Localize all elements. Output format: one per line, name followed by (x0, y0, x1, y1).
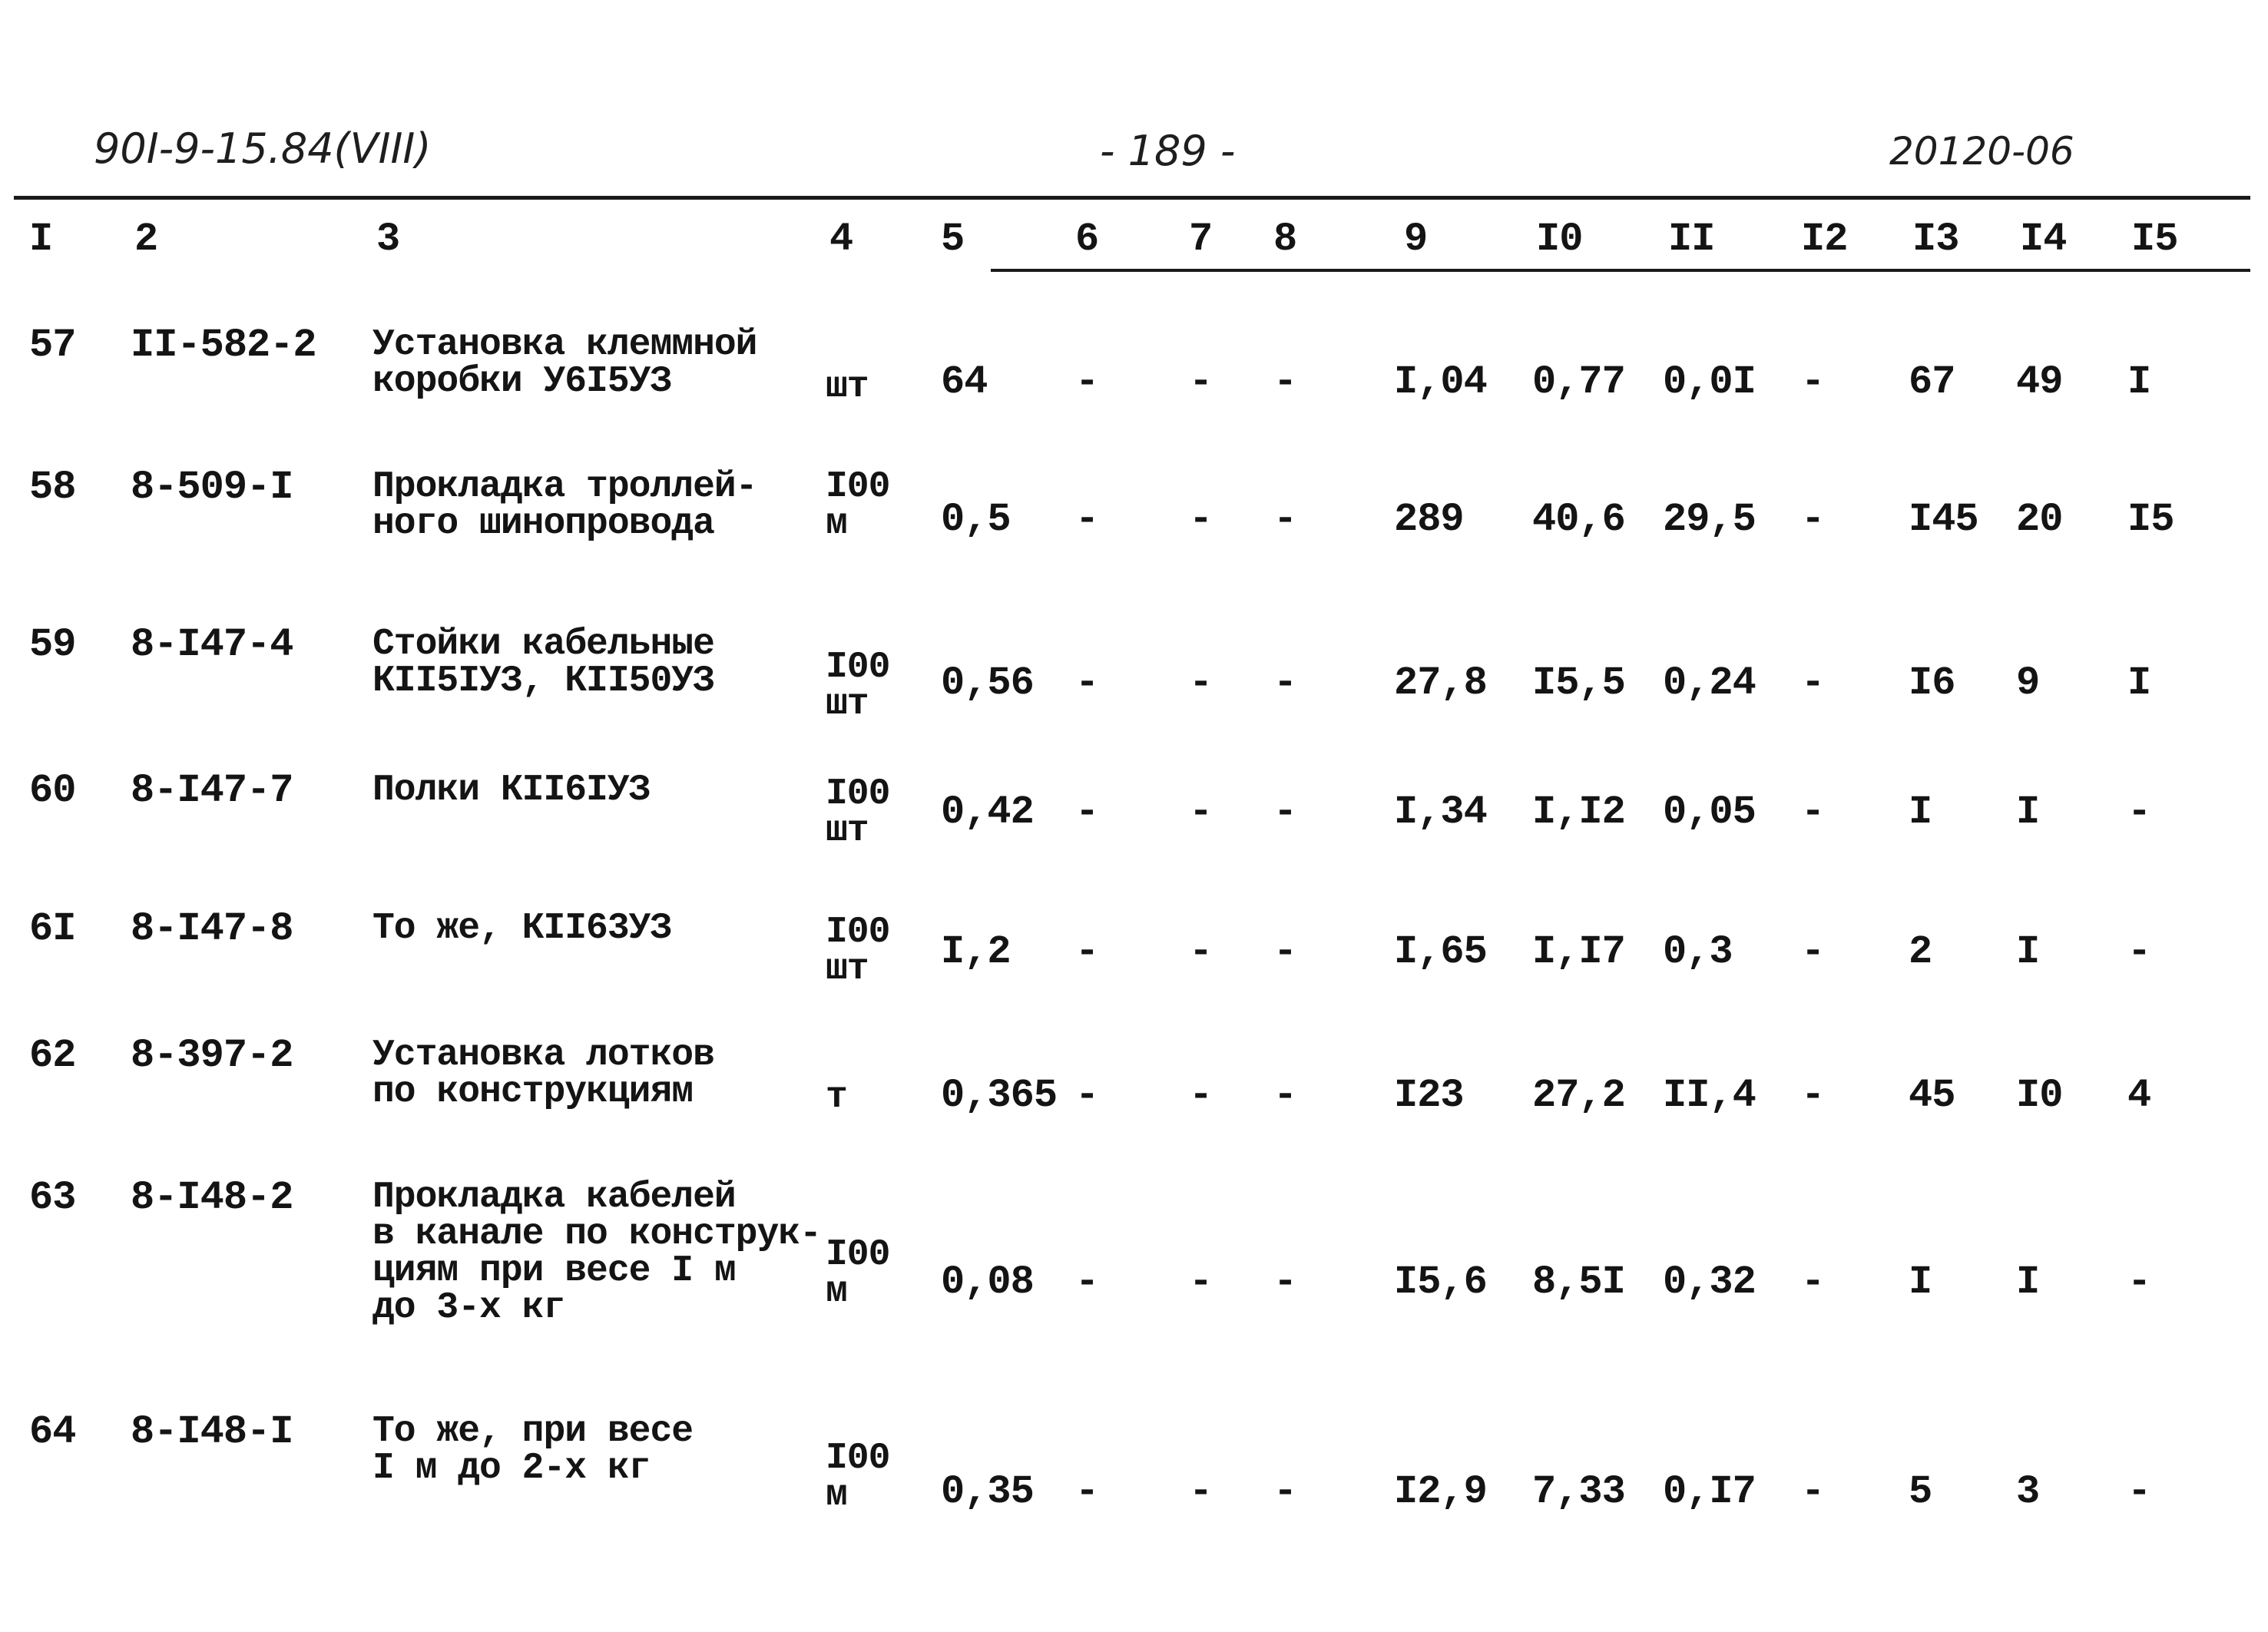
col15: - (2127, 1469, 2151, 1514)
unit-of-measure: I00 м (826, 1438, 890, 1516)
column-header-15: I5 (2131, 217, 2178, 262)
quantity: 0,42 (941, 790, 1034, 835)
unit-of-measure: т (826, 1077, 847, 1118)
column-header-9: 9 (1404, 217, 1428, 262)
col12: - (1801, 660, 1825, 706)
norm-code: 8-I47-8 (131, 906, 293, 952)
col13: 45 (1909, 1073, 1955, 1118)
work-description: То же, при весе I м до 2-х кг (372, 1411, 694, 1489)
col13: I45 (1909, 497, 1978, 542)
col8: - (1273, 1260, 1297, 1305)
col8: - (1273, 1469, 1297, 1514)
col14: I0 (2016, 1073, 2063, 1118)
col7: - (1189, 1260, 1213, 1305)
norm-code: 8-I47-7 (131, 768, 293, 813)
col15: - (2127, 1260, 2151, 1305)
column-header-1: I (29, 217, 53, 262)
col15: - (2127, 790, 2151, 835)
norm-code: 8-509-I (131, 465, 293, 510)
col11: 0,3 (1663, 929, 1733, 975)
col9: 289 (1394, 497, 1464, 542)
col6: - (1075, 1073, 1099, 1118)
work-description: Прокладка троллей- ного шинопровода (372, 466, 757, 545)
col9: I,65 (1394, 929, 1487, 975)
col15: 4 (2127, 1073, 2151, 1118)
col12: - (1801, 1469, 1825, 1514)
norm-code: 8-397-2 (131, 1033, 293, 1078)
row-number: 64 (29, 1409, 76, 1455)
col7: - (1189, 660, 1213, 706)
col6: - (1075, 929, 1099, 975)
col14: I (2016, 1260, 2040, 1305)
col10: 27,2 (1532, 1073, 1625, 1118)
col15: I (2127, 359, 2151, 405)
col7: - (1189, 359, 1213, 405)
row-number: 6I (29, 906, 76, 952)
col9: 27,8 (1394, 660, 1487, 706)
column-header-3: 3 (376, 217, 400, 262)
col8: - (1273, 790, 1297, 835)
col11: 0,I7 (1663, 1469, 1756, 1514)
col12: - (1801, 497, 1825, 542)
col6: - (1075, 660, 1099, 706)
row-number: 58 (29, 465, 76, 510)
quantity: 64 (941, 359, 988, 405)
column-header-14: I4 (2020, 217, 2067, 262)
col13: I (1909, 790, 1932, 835)
work-description: Установка лотков по конструкциям (372, 1034, 714, 1113)
col12: - (1801, 790, 1825, 835)
table-top-rule (14, 196, 2250, 200)
row-number: 57 (29, 323, 76, 368)
col13: 2 (1909, 929, 1932, 975)
col10: 40,6 (1532, 497, 1625, 542)
unit-of-measure: шт (826, 366, 869, 408)
quantity: 0,56 (941, 660, 1034, 706)
col8: - (1273, 660, 1297, 706)
col6: - (1075, 1469, 1099, 1514)
column-header-6: 6 (1075, 217, 1099, 262)
work-description: То же, КII63УЗ (372, 908, 672, 949)
column-header-8: 8 (1273, 217, 1297, 262)
norm-code: 8-I48-2 (131, 1175, 293, 1220)
col14: 49 (2016, 359, 2063, 405)
row-number: 60 (29, 768, 76, 813)
col14: 20 (2016, 497, 2063, 542)
col11: 0,0I (1663, 359, 1756, 405)
col6: - (1075, 497, 1099, 542)
col8: - (1273, 929, 1297, 975)
col7: - (1189, 497, 1213, 542)
col9: I5,6 (1394, 1260, 1487, 1305)
col14: 9 (2016, 660, 2040, 706)
norm-code: II-582-2 (131, 323, 316, 368)
col10: I,I2 (1532, 790, 1625, 835)
column-header-12: I2 (1801, 217, 1848, 262)
col15: I5 (2127, 497, 2174, 542)
header-underline-right (991, 269, 2250, 272)
col7: - (1189, 1073, 1213, 1118)
col6: - (1075, 1260, 1099, 1305)
col12: - (1801, 1073, 1825, 1118)
unit-of-measure: I00 шт (826, 912, 890, 990)
unit-of-measure: I00 шт (826, 647, 890, 725)
col9: I23 (1394, 1073, 1464, 1118)
norm-code: 8-I48-I (131, 1409, 293, 1455)
work-description: Установка клеммной коробки У6I5УЗ (372, 324, 757, 402)
unit-of-measure: I00 м (826, 1234, 890, 1313)
column-header-11: II (1668, 217, 1715, 262)
column-header-2: 2 (134, 217, 158, 262)
col15: I (2127, 660, 2151, 706)
column-header-13: I3 (1912, 217, 1959, 262)
document-code: 90I-9-15.84(VIII) (94, 124, 432, 173)
col11: 29,5 (1663, 497, 1756, 542)
unit-of-measure: I00 м (826, 466, 890, 545)
col8: - (1273, 1073, 1297, 1118)
col9: I2,9 (1394, 1469, 1487, 1514)
column-header-5: 5 (941, 217, 965, 262)
col10: I5,5 (1532, 660, 1625, 706)
col12: - (1801, 929, 1825, 975)
col8: - (1273, 497, 1297, 542)
work-description: Полки КII6IУЗ (372, 770, 651, 811)
column-header-10: I0 (1536, 217, 1583, 262)
col11: 0,05 (1663, 790, 1756, 835)
col14: I (2016, 929, 2040, 975)
quantity: 0,5 (941, 497, 1011, 542)
column-header-4: 4 (829, 217, 853, 262)
col12: - (1801, 1260, 1825, 1305)
row-number: 62 (29, 1033, 76, 1078)
page-number: - 189 - (1100, 127, 1236, 175)
col7: - (1189, 1469, 1213, 1514)
col14: 3 (2016, 1469, 2040, 1514)
col13: 67 (1909, 359, 1955, 405)
quantity: 0,08 (941, 1260, 1034, 1305)
quantity: I,2 (941, 929, 1011, 975)
unit-of-measure: I00 шт (826, 773, 890, 852)
col10: 7,33 (1532, 1469, 1625, 1514)
col11: 0,32 (1663, 1260, 1756, 1305)
album-code: 20120-06 (1889, 129, 2074, 174)
col7: - (1189, 790, 1213, 835)
col10: 8,5I (1532, 1260, 1625, 1305)
work-description: Стойки кабельные КII5IУЗ, КII50УЗ (372, 624, 714, 702)
quantity: 0,365 (941, 1073, 1058, 1118)
col8: - (1273, 359, 1297, 405)
norm-code: 8-I47-4 (131, 622, 293, 667)
col13: I (1909, 1260, 1932, 1305)
col11: II,4 (1663, 1073, 1756, 1118)
col9: I,04 (1394, 359, 1487, 405)
col13: I6 (1909, 660, 1955, 706)
col11: 0,24 (1663, 660, 1756, 706)
column-header-7: 7 (1189, 217, 1213, 262)
col15: - (2127, 929, 2151, 975)
col6: - (1075, 790, 1099, 835)
col6: - (1075, 359, 1099, 405)
col10: I,I7 (1532, 929, 1625, 975)
col12: - (1801, 359, 1825, 405)
work-description: Прокладка кабелей в канале по конструк- циям при весе I м до 3-х кг (372, 1177, 821, 1329)
quantity: 0,35 (941, 1469, 1034, 1514)
col13: 5 (1909, 1469, 1932, 1514)
row-number: 63 (29, 1175, 76, 1220)
row-number: 59 (29, 622, 76, 667)
col9: I,34 (1394, 790, 1487, 835)
col7: - (1189, 929, 1213, 975)
col10: 0,77 (1532, 359, 1625, 405)
col14: I (2016, 790, 2040, 835)
